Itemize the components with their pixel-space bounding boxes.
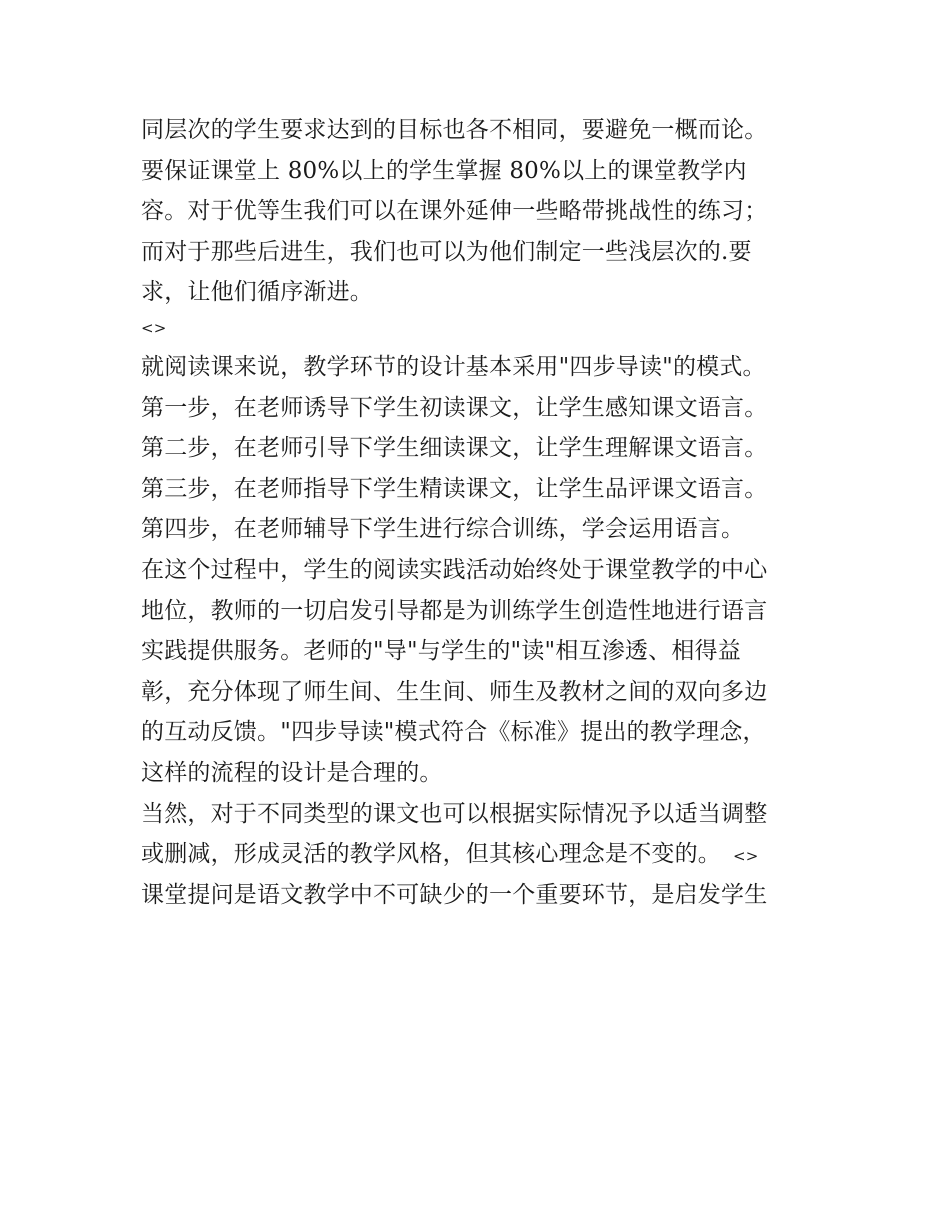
text-line xyxy=(141,834,821,875)
text-line: 实践提供服务。老师的"导"与学生的"读"相互渗透、相得益 xyxy=(141,638,741,665)
text-line: 容。对于优等生我们可以在课外延伸一些略带挑战性的练习； xyxy=(141,198,768,225)
text-line: 彰，充分体现了师生间、生生间、师生及教材之间的双向多边 xyxy=(141,678,768,705)
text-line: 课堂提问是语文教学中不可缺少的一个重要环节，是启发学生 xyxy=(141,881,768,908)
text-line: 同层次的学生要求达到的目标也各不相同，要避免一概而论。 xyxy=(141,117,768,143)
text-line: 这样的流程的设计是合理的。 xyxy=(141,759,443,786)
text-line: 第二步，在老师引导下学生细读课文，让学生理解课文语言。 xyxy=(141,435,768,462)
text-line-content: 或删减，形成灵活的教学风格，但其核心理念是不变的。 xyxy=(141,841,721,868)
text-line: 要保证课堂上 80%以上的学生掌握 80%以上的课堂教学内 xyxy=(141,157,747,184)
text-line: 在这个过程中，学生的阅读实践活动始终处于课堂教学的中心 xyxy=(141,556,768,583)
text-line: 第四步，在老师辅导下学生进行综合训练，学会运用语言。 xyxy=(141,516,745,543)
text-line: 求，让他们循序渐进。 xyxy=(141,279,373,306)
text-line: 地位，教师的一切启发引导都是为训练学生创造性地进行语言 xyxy=(141,597,768,624)
text-line: 第三步，在老师指导下学生精读课文，让学生品评课文语言。 xyxy=(141,475,768,502)
section-marker: <> xyxy=(733,847,759,866)
body-text xyxy=(141,110,821,915)
text-line: 而对于那些后进生，我们也可以为他们制定一些浅层次的.要 xyxy=(141,238,752,265)
section-marker: <> xyxy=(141,318,167,337)
text-line: 就阅读课来说，教学环节的设计基本采用"四步导读"的模式。 xyxy=(141,353,766,380)
text-line: 第一步，在老师诱导下学生初读课文，让学生感知课文语言。 xyxy=(141,394,768,421)
text-line: 当然，对于不同类型的课文也可以根据实际情况予以适当调整 xyxy=(141,800,768,827)
text-line: 的互动反馈。"四步导读"模式符合《标准》提出的教学理念， xyxy=(141,719,766,746)
